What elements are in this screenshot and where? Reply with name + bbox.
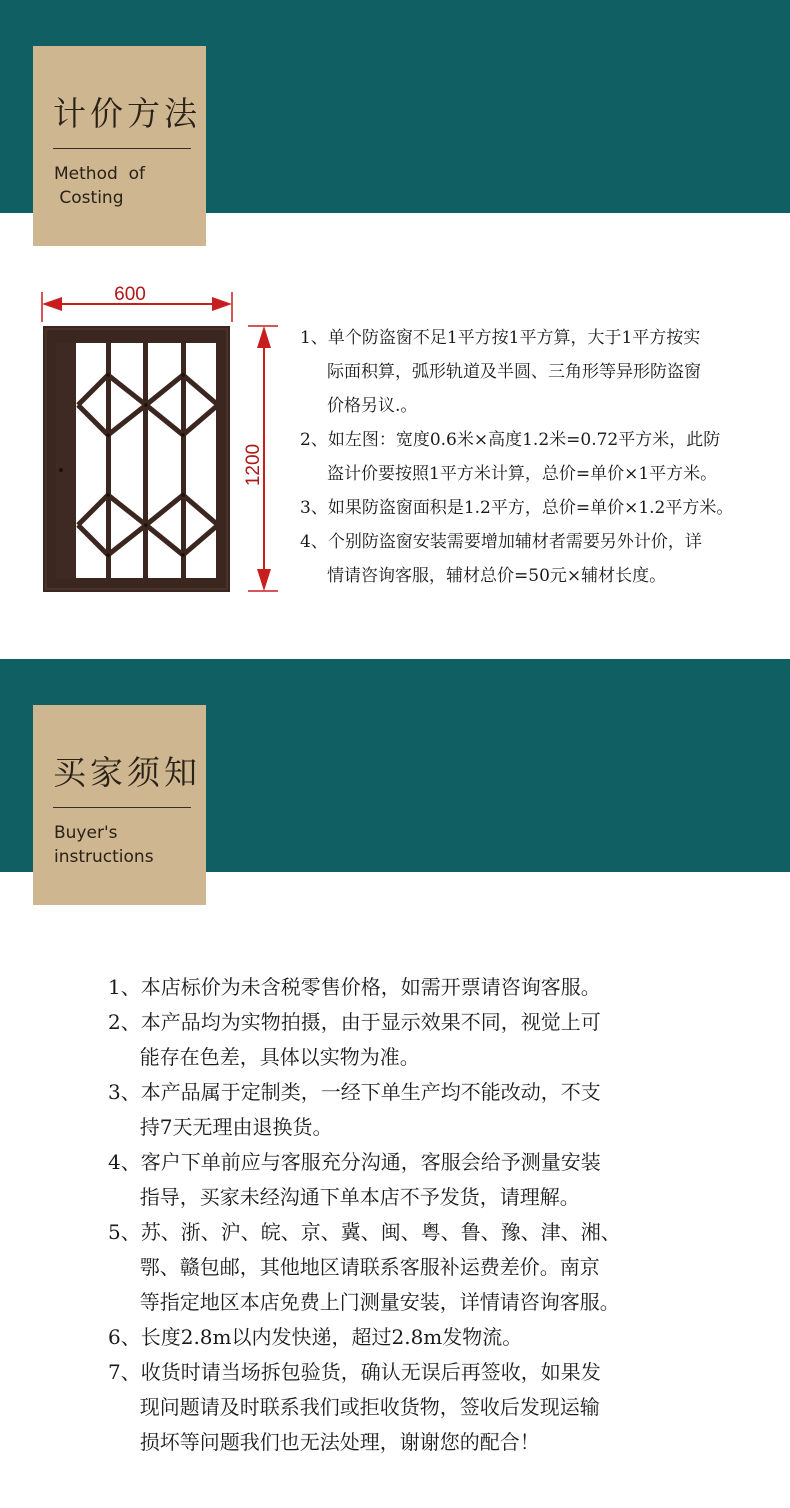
list-item: 盗计价要按照1平方米计算，总价=单价×1平方米。 [300, 464, 718, 484]
section-subtitle-costing: Method of Costing [54, 164, 145, 208]
section-tag-costing [33, 46, 206, 246]
list-item: 7、收货时请当场拆包验货，确认无误后再签收，如果发 [108, 1360, 601, 1384]
pricing-rules-list [300, 321, 780, 593]
list-item: 鄂、赣包邮，其他地区请联系客服补运费差价。南京 [108, 1255, 600, 1279]
list-item: 2、如左图：宽度0.6米×高度1.2米=0.72平方米，此防 [300, 430, 721, 450]
list-item: 3、本产品属于定制类，一经下单生产均不能改动，不支 [108, 1080, 601, 1104]
tag-divider [53, 148, 191, 149]
list-item: 能存在色差，具体以实物为准。 [108, 1045, 420, 1069]
list-item: 损坏等问题我们也无法处理，谢谢您的配合！ [108, 1430, 540, 1454]
list-item: 5、苏、浙、沪、皖、京、冀、闽、粤、鲁、豫、津、湘、 [108, 1220, 621, 1244]
section-title-costing: 计价方法 [53, 94, 201, 133]
width-label: 600 [114, 284, 146, 305]
tag-divider [53, 807, 191, 808]
height-label: 1200 [243, 443, 264, 487]
window-frame [43, 326, 230, 592]
list-item: 2、本产品均为实物拍摄，由于显示效果不同，视觉上可 [108, 1010, 601, 1034]
list-item: 6、长度2.8m以内发快递，超过2.8m发物流。 [108, 1325, 523, 1349]
list-item: 4、个别防盗窗安装需要增加辅材者需要另外计价，详 [300, 532, 702, 552]
list-item: 际面积算，弧形轨道及半圆、三角形等异形防盗窗 [300, 362, 702, 382]
section-title-buyer: 买家须知 [53, 753, 201, 792]
list-item: 价格另议.。 [300, 396, 418, 416]
section-subtitle-buyer: Buyer's instructions [54, 823, 154, 867]
list-item: 持7天无理由退换货。 [108, 1115, 333, 1139]
list-item: 4、客户下单前应与客服充分沟通，客服会给予测量安装 [108, 1150, 601, 1174]
section-tag-buyer [33, 705, 206, 905]
list-item: 1、本店标价为未含税零售价格，如需开票请咨询客服。 [108, 975, 601, 999]
list-item: 指导，买家未经沟通下单本店不予发货，请理解。 [108, 1185, 580, 1209]
list-item: 等指定地区本店免费上门测量安装，详情请咨询客服。 [108, 1290, 620, 1314]
list-item: 3、如果防盗窗面积是1.2平方，总价=单价×1.2平方米。 [300, 498, 734, 518]
window-diagram [36, 280, 286, 600]
list-item: 情请咨询客服，辅材总价=50元×辅材长度。 [300, 566, 667, 586]
list-item: 现问题请及时联系我们或拒收货物，签收后发现运输 [108, 1395, 600, 1419]
buyer-notes-list [108, 970, 708, 1460]
list-item: 1、单个防盗窗不足1平方按1平方算，大于1平方按实 [300, 328, 701, 348]
